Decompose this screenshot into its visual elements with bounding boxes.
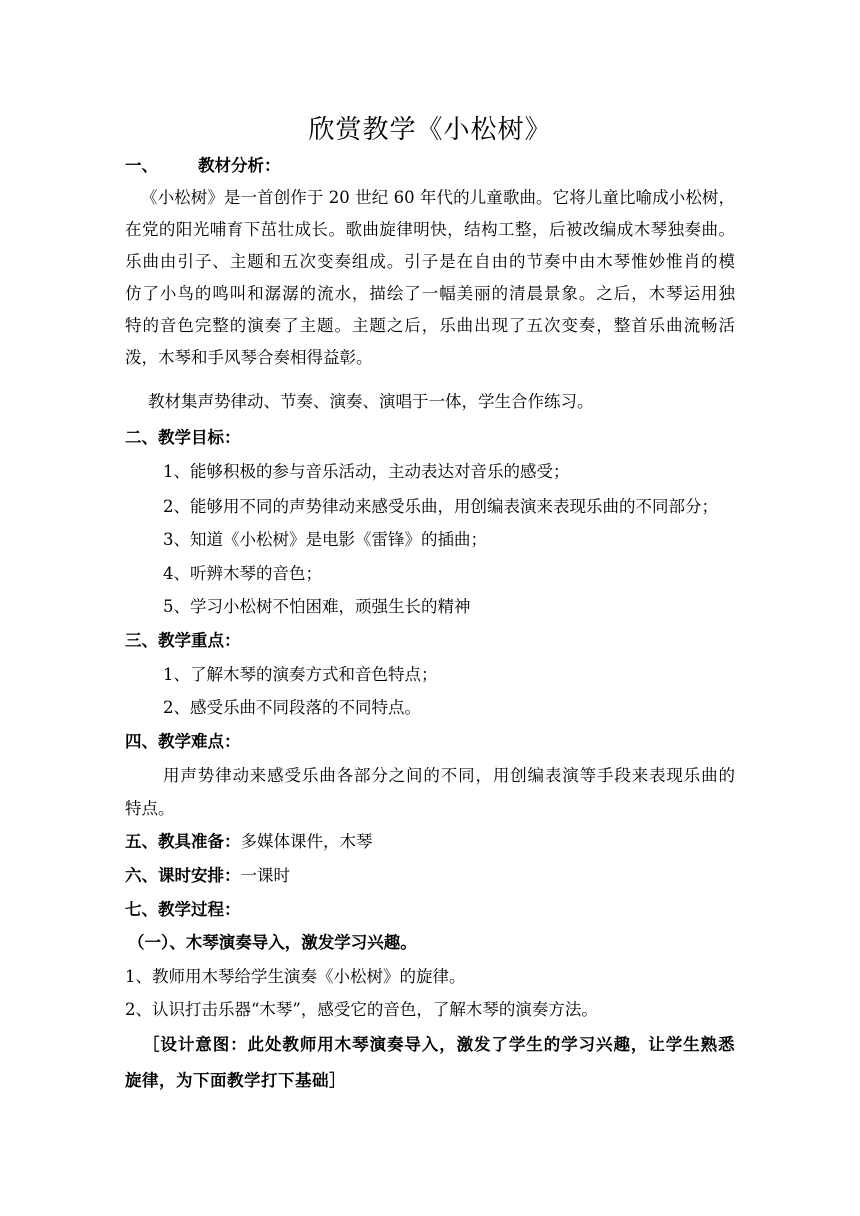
document-title: 欣赏教学《小松树》 xyxy=(308,115,552,145)
paragraph-line: 仿了小鸟的鸣叫和潺潺的流水，描绘了一幅美丽的清晨景象。之后，木琴运用独 xyxy=(125,284,735,303)
section-heading-3: 三、教学重点： xyxy=(125,631,241,650)
list-item: 1、了解木琴的演奏方式和音色特点； xyxy=(163,665,438,684)
section-6-text: 一课时 xyxy=(240,866,290,885)
paragraph-line: 泼，木琴和手风琴合奏相得益彰。 xyxy=(125,348,373,367)
section-5 xyxy=(125,829,735,855)
section-heading-7: 七、教学过程： xyxy=(125,900,241,919)
section-heading-text: 教材分析： xyxy=(198,156,281,175)
list-item: 5、学习小松树不怕困难，顽强生长的精神 xyxy=(163,597,471,616)
paragraph-line: 乐曲由引子、主题和五次变奏组成。引子是在自由的节奏中由木琴惟妙惟肖的模 xyxy=(125,252,735,271)
section-6 xyxy=(125,863,735,889)
list-item: 1、教师用木琴给学生演奏《小松树》的旋律。 xyxy=(125,967,466,986)
section-heading-6: 六、课时安排： xyxy=(125,866,241,885)
section-5-text: 多媒体课件，木琴 xyxy=(240,832,373,851)
paragraph-line: 特的音色完整的演奏了主题。主题之后，乐曲出现了五次变奏，整首乐曲流畅活 xyxy=(125,316,735,335)
subsection-heading: （一）、木琴演奏导入，激发学习兴趣。 xyxy=(128,933,417,952)
design-note-line: 旋律，为下面教学打下基础］ xyxy=(125,1071,346,1090)
list-item: 1、能够积极的参与音乐活动，主动表达对音乐的感受； xyxy=(163,462,570,481)
section-heading-2: 二、教学目标： xyxy=(125,428,241,447)
paragraph-line: 用声势律动来感受乐曲各部分之间的不同，用创编表演等手段来表现乐曲的 xyxy=(163,766,735,785)
list-item: 4、听辨木琴的音色； xyxy=(163,564,322,583)
list-item: 2、认识打击乐器“木琴”，感受它的音色，了解木琴的演奏方法。 xyxy=(125,1000,598,1019)
paragraph-line: 《小松树》是一首创作于 20 世纪 60 年代的儿童歌曲。它将儿童比喻成小松树， xyxy=(141,188,735,207)
paragraph-line: 在党的阳光哺育下茁壮成长。歌曲旋律明快，结构工整，后被改编成木琴独奏曲。 xyxy=(125,220,735,239)
section-heading-5: 五、教具准备： xyxy=(125,832,241,851)
list-item: 2、能够用不同的声势律动来感受乐曲，用创编表演来表现乐曲的不同部分； xyxy=(163,497,718,516)
section-heading-4: 四、教学难点： xyxy=(125,732,241,751)
paragraph-line: 教材集声势律动、节奏、演奏、演唱于一体，学生合作练习。 xyxy=(148,392,594,411)
section-heading-1 xyxy=(125,153,735,179)
list-item: 2、感受乐曲不同段落的不同特点。 xyxy=(163,698,421,717)
section-heading-number: 一、 xyxy=(125,156,158,175)
design-note-line: ［设计意图：此处教师用木琴演奏导入，激发了学生的学习兴趣，让学生熟悉 xyxy=(143,1035,735,1054)
paragraph-line: 特点。 xyxy=(125,799,175,818)
list-item: 3、知道《小松树》是电影《雷锋》的插曲； xyxy=(163,530,487,549)
